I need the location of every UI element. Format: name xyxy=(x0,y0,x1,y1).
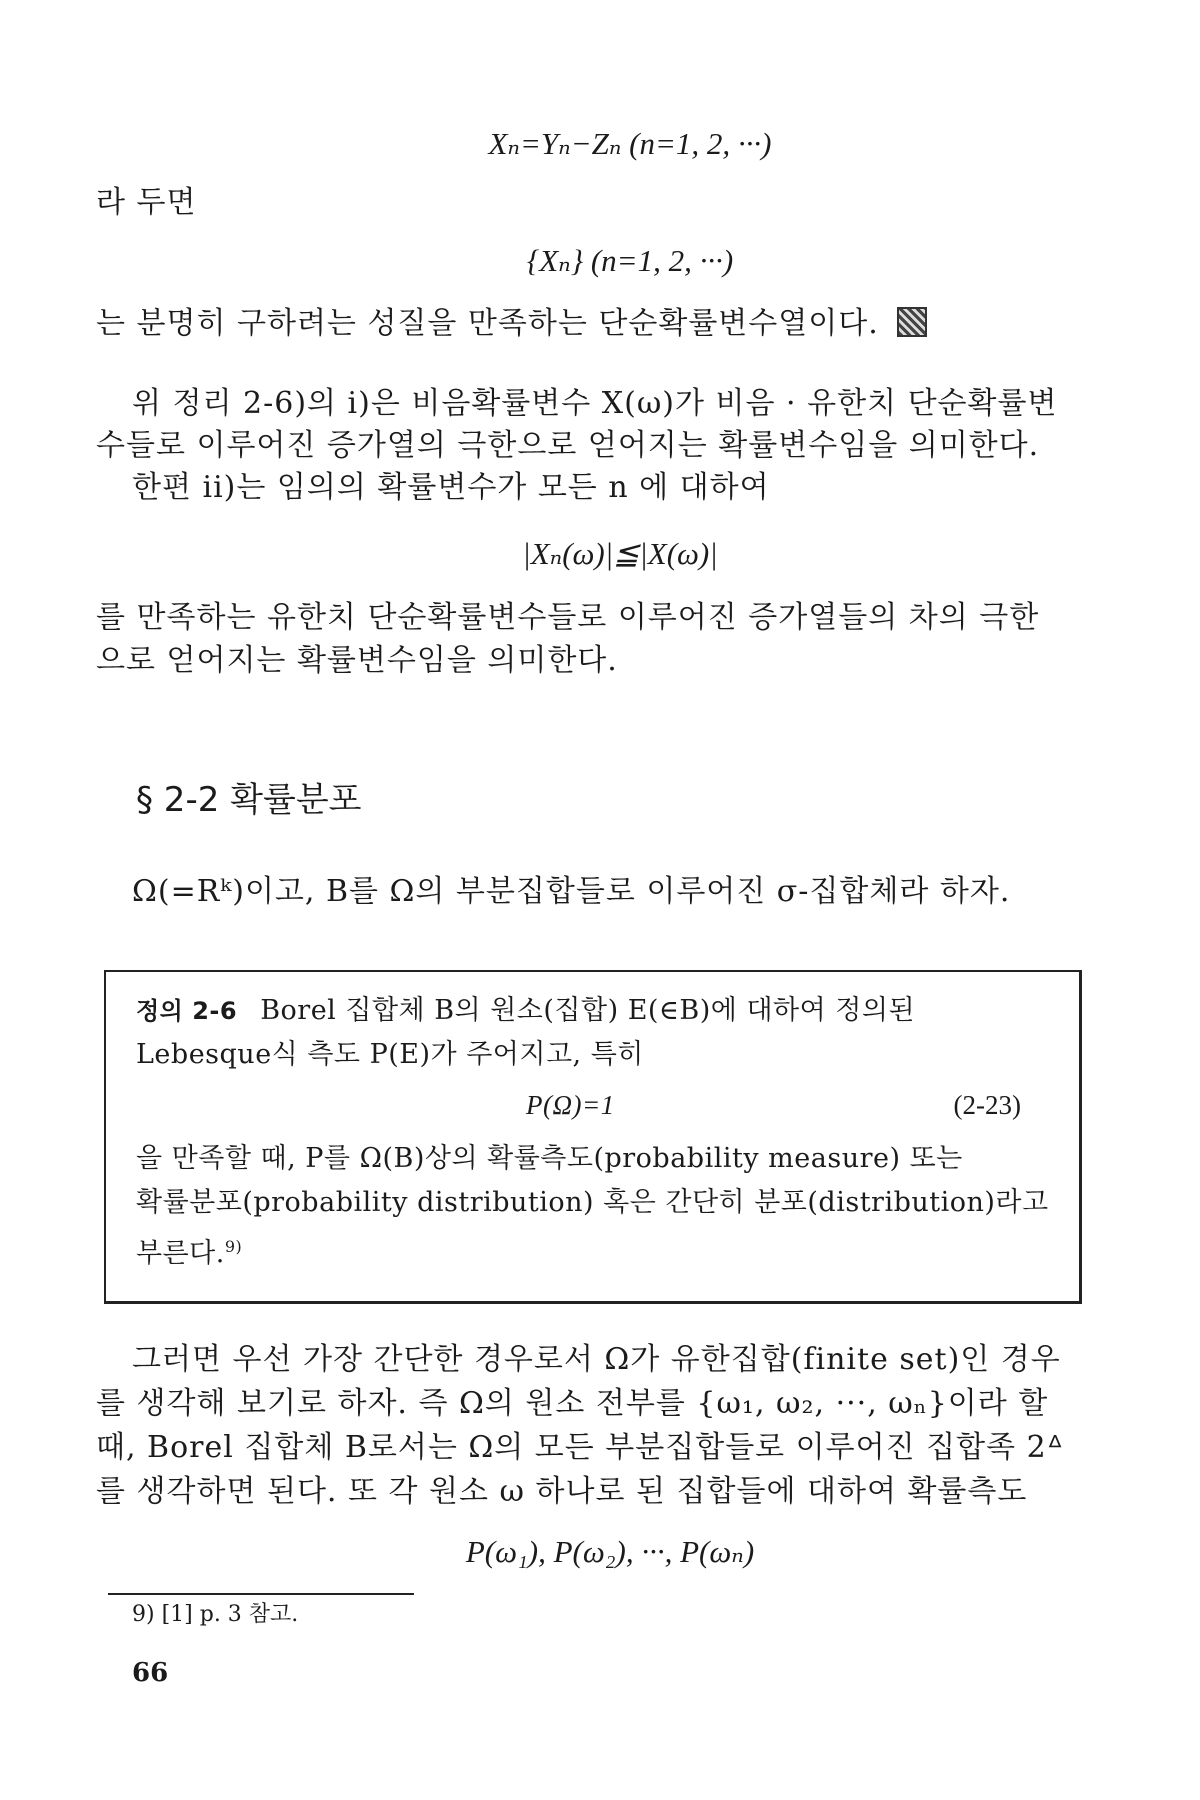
paragraph-text xyxy=(96,304,927,344)
definition-line xyxy=(136,992,915,1030)
definition-box xyxy=(104,970,1082,1304)
definition-line: 확률분포(probability distribution) 혹은 간단히 분포(distribution)라고 xyxy=(136,1187,1049,1218)
definition-equation: P(Ω)=1 xyxy=(526,1090,615,1120)
definition-text: 부른다. xyxy=(136,1238,225,1269)
section-heading: § 2-2 확률분포 xyxy=(136,780,362,820)
paragraph-text: 를 생각하면 된다. 또 각 원소 ω 하나로 된 집합들에 대하여 확률측도 xyxy=(96,1474,1028,1509)
qed-box-icon xyxy=(897,307,927,337)
page-number: 66 xyxy=(132,1658,169,1688)
paragraph-text: 그러면 우선 가장 간단한 경우로서 Ω가 유한집합(finite set)인 경우 xyxy=(132,1342,1061,1377)
paragraph-text: Ω(=Rᵏ)이고, B를 Ω의 부분집합들로 이루어진 σ-집합체라 하자. xyxy=(132,874,1011,909)
definition-text: Borel 집합체 B의 원소(집합) E(∈B)에 대하여 정의된 xyxy=(260,995,916,1026)
footnote: 9) [1] p. 3 참고. xyxy=(132,1602,299,1627)
equation-number: (2-23) xyxy=(953,1090,1021,1120)
equation-x-y-z: Xₙ=Yₙ−Zₙ (n=1, 2, ···) xyxy=(488,126,772,161)
paragraph-text: 를 만족하는 유한치 단순확률변수들로 이루어진 증가열들의 차의 극한 xyxy=(96,600,1040,635)
paragraph-text: 수들로 이루어진 증가열의 극한으로 얻어지는 확률변수임을 의미한다. xyxy=(96,428,1040,463)
footnote-divider xyxy=(108,1593,414,1595)
definition-line xyxy=(136,1228,242,1273)
equation-probabilities: P(ω₁), P(ω₂), ···, P(ωₙ) xyxy=(465,1534,755,1569)
definition-line: 을 만족할 때, P를 Ω(B)상의 확률측도(probability measure) 또는 xyxy=(136,1143,963,1174)
paragraph-text: 으로 얻어지는 확률변수임을 의미한다. xyxy=(96,643,618,678)
paragraph-text: 위 정리 2-6)의 i)은 비음확률변수 X(ω)가 비음 · 유한치 단순확률변 xyxy=(132,386,1058,421)
paragraph-text: 한편 ii)는 임의의 확률변수가 모든 n 에 대하여 xyxy=(132,470,770,505)
equation-inequality: |Xₙ(ω)|≦|X(ω)| xyxy=(522,536,718,571)
definition-line: Lebesque식 측도 P(E)가 주어지고, 특히 xyxy=(136,1039,644,1070)
paragraph-text: 때, Borel 집합체 B로서는 Ω의 모든 부분집합들로 이루어진 집합족 2ᐞ xyxy=(96,1430,1064,1465)
paragraph-text: 를 생각해 보기로 하자. 즉 Ω의 원소 전부를 {ω₁, ω₂, ···, ωₙ}이라 할 xyxy=(96,1386,1049,1421)
definition-label: 정의 2-6 xyxy=(136,997,238,1025)
paragraph-text: 라 두면 xyxy=(96,185,197,220)
equation-sequence: {Xₙ} (n=1, 2, ···) xyxy=(526,243,734,278)
paragraph-sentence: 는 분명히 구하려는 성질을 만족하는 단순확률변수열이다. xyxy=(96,306,879,341)
footnote-marker: 9) xyxy=(224,1237,243,1256)
